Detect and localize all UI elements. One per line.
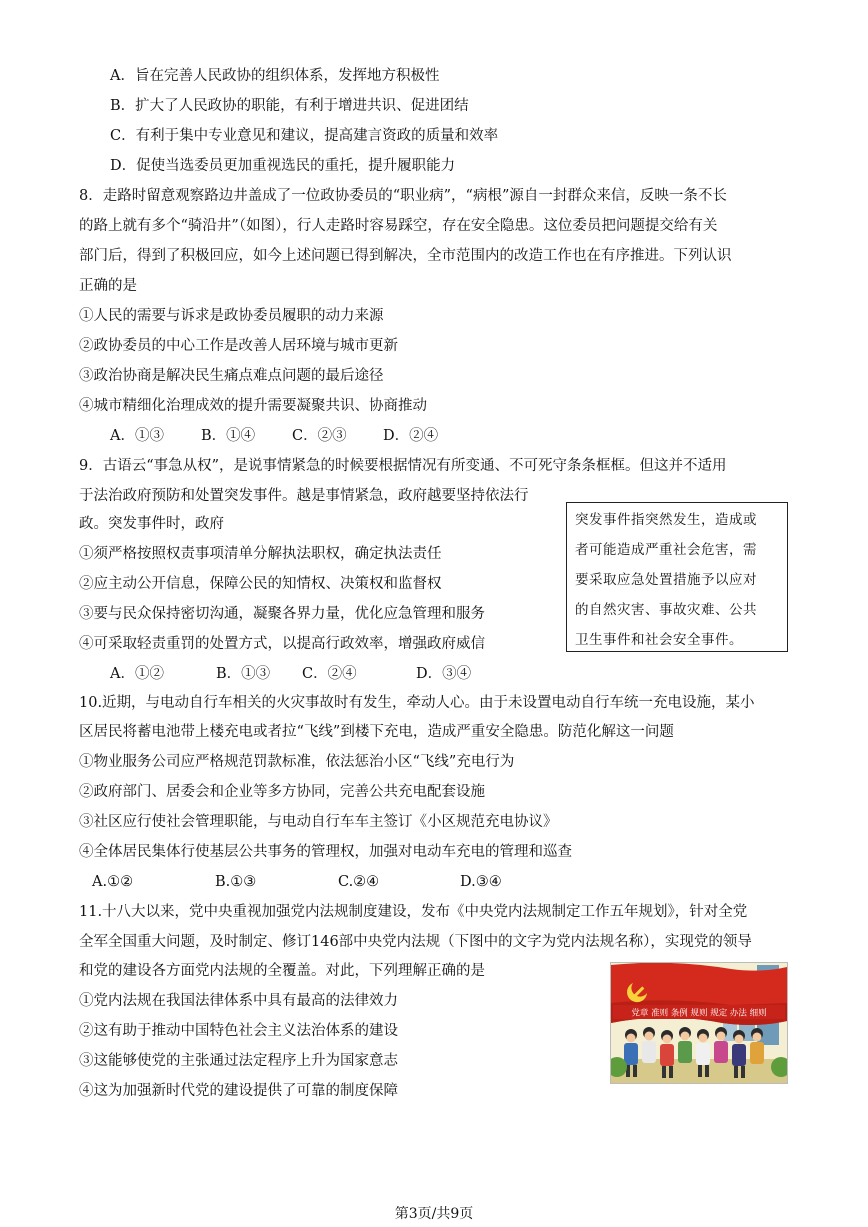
q8-item-2: ②政协委员的中心工作是改善人居环境与城市更新 <box>79 338 398 354</box>
q10-option-b: B.①③ <box>215 874 257 890</box>
q7-option-c: C．有利于集中专业意见和建议，提高建言资政的质量和效率 <box>110 128 499 144</box>
q9-option-a: A．①② <box>110 666 164 682</box>
q9-box-line-3: 要采取应急处置措施予以应对 <box>575 572 757 588</box>
q9-box-line-2: 者可能造成严重社会危害，需 <box>575 542 757 558</box>
q9-item-4: ④可采取轻责重罚的处置方式，以提高行政效率，增强政府威信 <box>79 636 485 652</box>
q9-definition-box <box>566 502 788 652</box>
q9-option-c: C．②④ <box>302 666 357 682</box>
q8-option-d: D．②④ <box>383 428 439 444</box>
q10-item-1: ①物业服务公司应严格规范罚款标准，依法惩治小区“飞线”充电行为 <box>79 754 515 770</box>
q9-stem-line-1: 9．古语云“事急从权”，是说事情紧急的时候要根据情况有所变通、不可死守条条框框。但这并不适用 <box>79 458 727 474</box>
q9-item-1: ①须严格按照权责事项清单分解执法职权，确定执法责任 <box>79 546 442 562</box>
q9-stem-line-3: 政。突发事件时，政府 <box>79 516 224 532</box>
q9-box-line-4: 的自然灾害、事故灾难、公共 <box>575 602 757 618</box>
q8-stem-line-3: 部门后，得到了积极回应，如今上述问题已得到解决，全市范围内的改造工作也在有序推进。下列认识 <box>79 248 732 264</box>
q10-option-c: C.②④ <box>338 874 380 890</box>
q8-stem-line-2: 的路上就有多个“骑沿井”（如图），行人走路时容易踩空，存在安全隐患。这位委员把问题提交给有关 <box>79 218 718 234</box>
q11-stem-line-2: 全军全国重大问题，及时制定、修订146部中央党内法规（下图中的文字为党内法规名称），实现党的领导 <box>79 934 752 950</box>
q10-stem-line-2: 区居民将蓄电池带上楼充电或者拉“飞线”到楼下充电，造成严重安全隐患。防范化解这一问题 <box>79 724 674 740</box>
q11-stem-line-3: 和党的建设各方面党内法规的全覆盖。对此，下列理解正确的是 <box>79 963 485 979</box>
page-footer: 第3页/共9页 <box>394 1206 474 1222</box>
q8-stem-line-4: 正确的是 <box>79 278 137 294</box>
q11-item-4: ④这为加强新时代党的建设提供了可靠的制度保障 <box>79 1083 398 1099</box>
q10-option-a: A.①② <box>92 874 134 890</box>
q8-option-b: B．①④ <box>201 428 256 444</box>
q11-item-1: ①党内法规在我国法律体系中具有最高的法律效力 <box>79 993 398 1009</box>
q9-box-line-5: 卫生事件和社会安全事件。 <box>575 632 743 648</box>
q10-item-2: ②政府部门、居委会和企业等多方协同，完善公共充电配套设施 <box>79 784 485 800</box>
q10-stem-line-1: 10.近期，与电动自行车相关的火灾事故时有发生，牵动人心。由于未设置电动自行车统一充电设施，某小 <box>79 695 755 711</box>
q9-option-b: B．①③ <box>216 666 271 682</box>
q10-option-d: D.③④ <box>460 874 502 890</box>
q8-item-1: ①人民的需要与诉求是政协委员履职的动力来源 <box>79 308 384 324</box>
q7-option-d: D．促使当选委员更加重视选民的重托，提升履职能力 <box>110 158 456 174</box>
q7-option-a: A．旨在完善人民政协的组织体系，发挥地方积极性 <box>110 68 440 84</box>
q8-option-a: A．①③ <box>110 428 164 444</box>
illustration-banner-text: 党章 准则 条例 规则 规定 办法 细则 <box>631 1008 767 1019</box>
q11-item-3: ③这能够使党的主张通过法定程序上升为国家意志 <box>79 1053 398 1069</box>
q7-option-b: B．扩大了人民政协的职能，有利于增进共识、促进团结 <box>110 98 469 114</box>
q9-item-3: ③要与民众保持密切沟通，凝聚各界力量，优化应急管理和服务 <box>79 606 485 622</box>
q9-item-2: ②应主动公开信息，保障公民的知情权、决策权和监督权 <box>79 576 442 592</box>
q8-option-c: C．②③ <box>292 428 347 444</box>
q10-item-3: ③社区应行使社会管理职能，与电动自行车车主签订《小区规范充电协议》 <box>79 814 558 830</box>
q9-option-d: D．③④ <box>416 666 472 682</box>
q10-item-4: ④全体居民集体行使基层公共事务的管理权，加强对电动车充电的管理和巡查 <box>79 844 572 860</box>
q9-stem-line-2: 于法治政府预防和处置突发事件。越是事情紧急，政府越要坚持依法行 <box>79 488 529 504</box>
q8-stem-line-1: 8．走路时留意观察路边井盖成了一位政协委员的“职业病”，“病根”源自一封群众来信，反映一条不长 <box>79 188 727 204</box>
q11-item-2: ②这有助于推动中国特色社会主义法治体系的建设 <box>79 1023 398 1039</box>
q8-item-3: ③政治协商是解决民生痛点难点问题的最后途径 <box>79 368 384 384</box>
q8-item-4: ④城市精细化治理成效的提升需要凝聚共识、协商推动 <box>79 398 427 414</box>
q9-box-line-1: 突发事件指突然发生，造成或 <box>575 512 757 528</box>
q11-stem-line-1: 11.十八大以来，党中央重视加强党内法规制度建设，发布《中央党内法规制定工作五年规划》，针对全党 <box>79 904 748 920</box>
party-regulations-illustration <box>610 962 788 1084</box>
